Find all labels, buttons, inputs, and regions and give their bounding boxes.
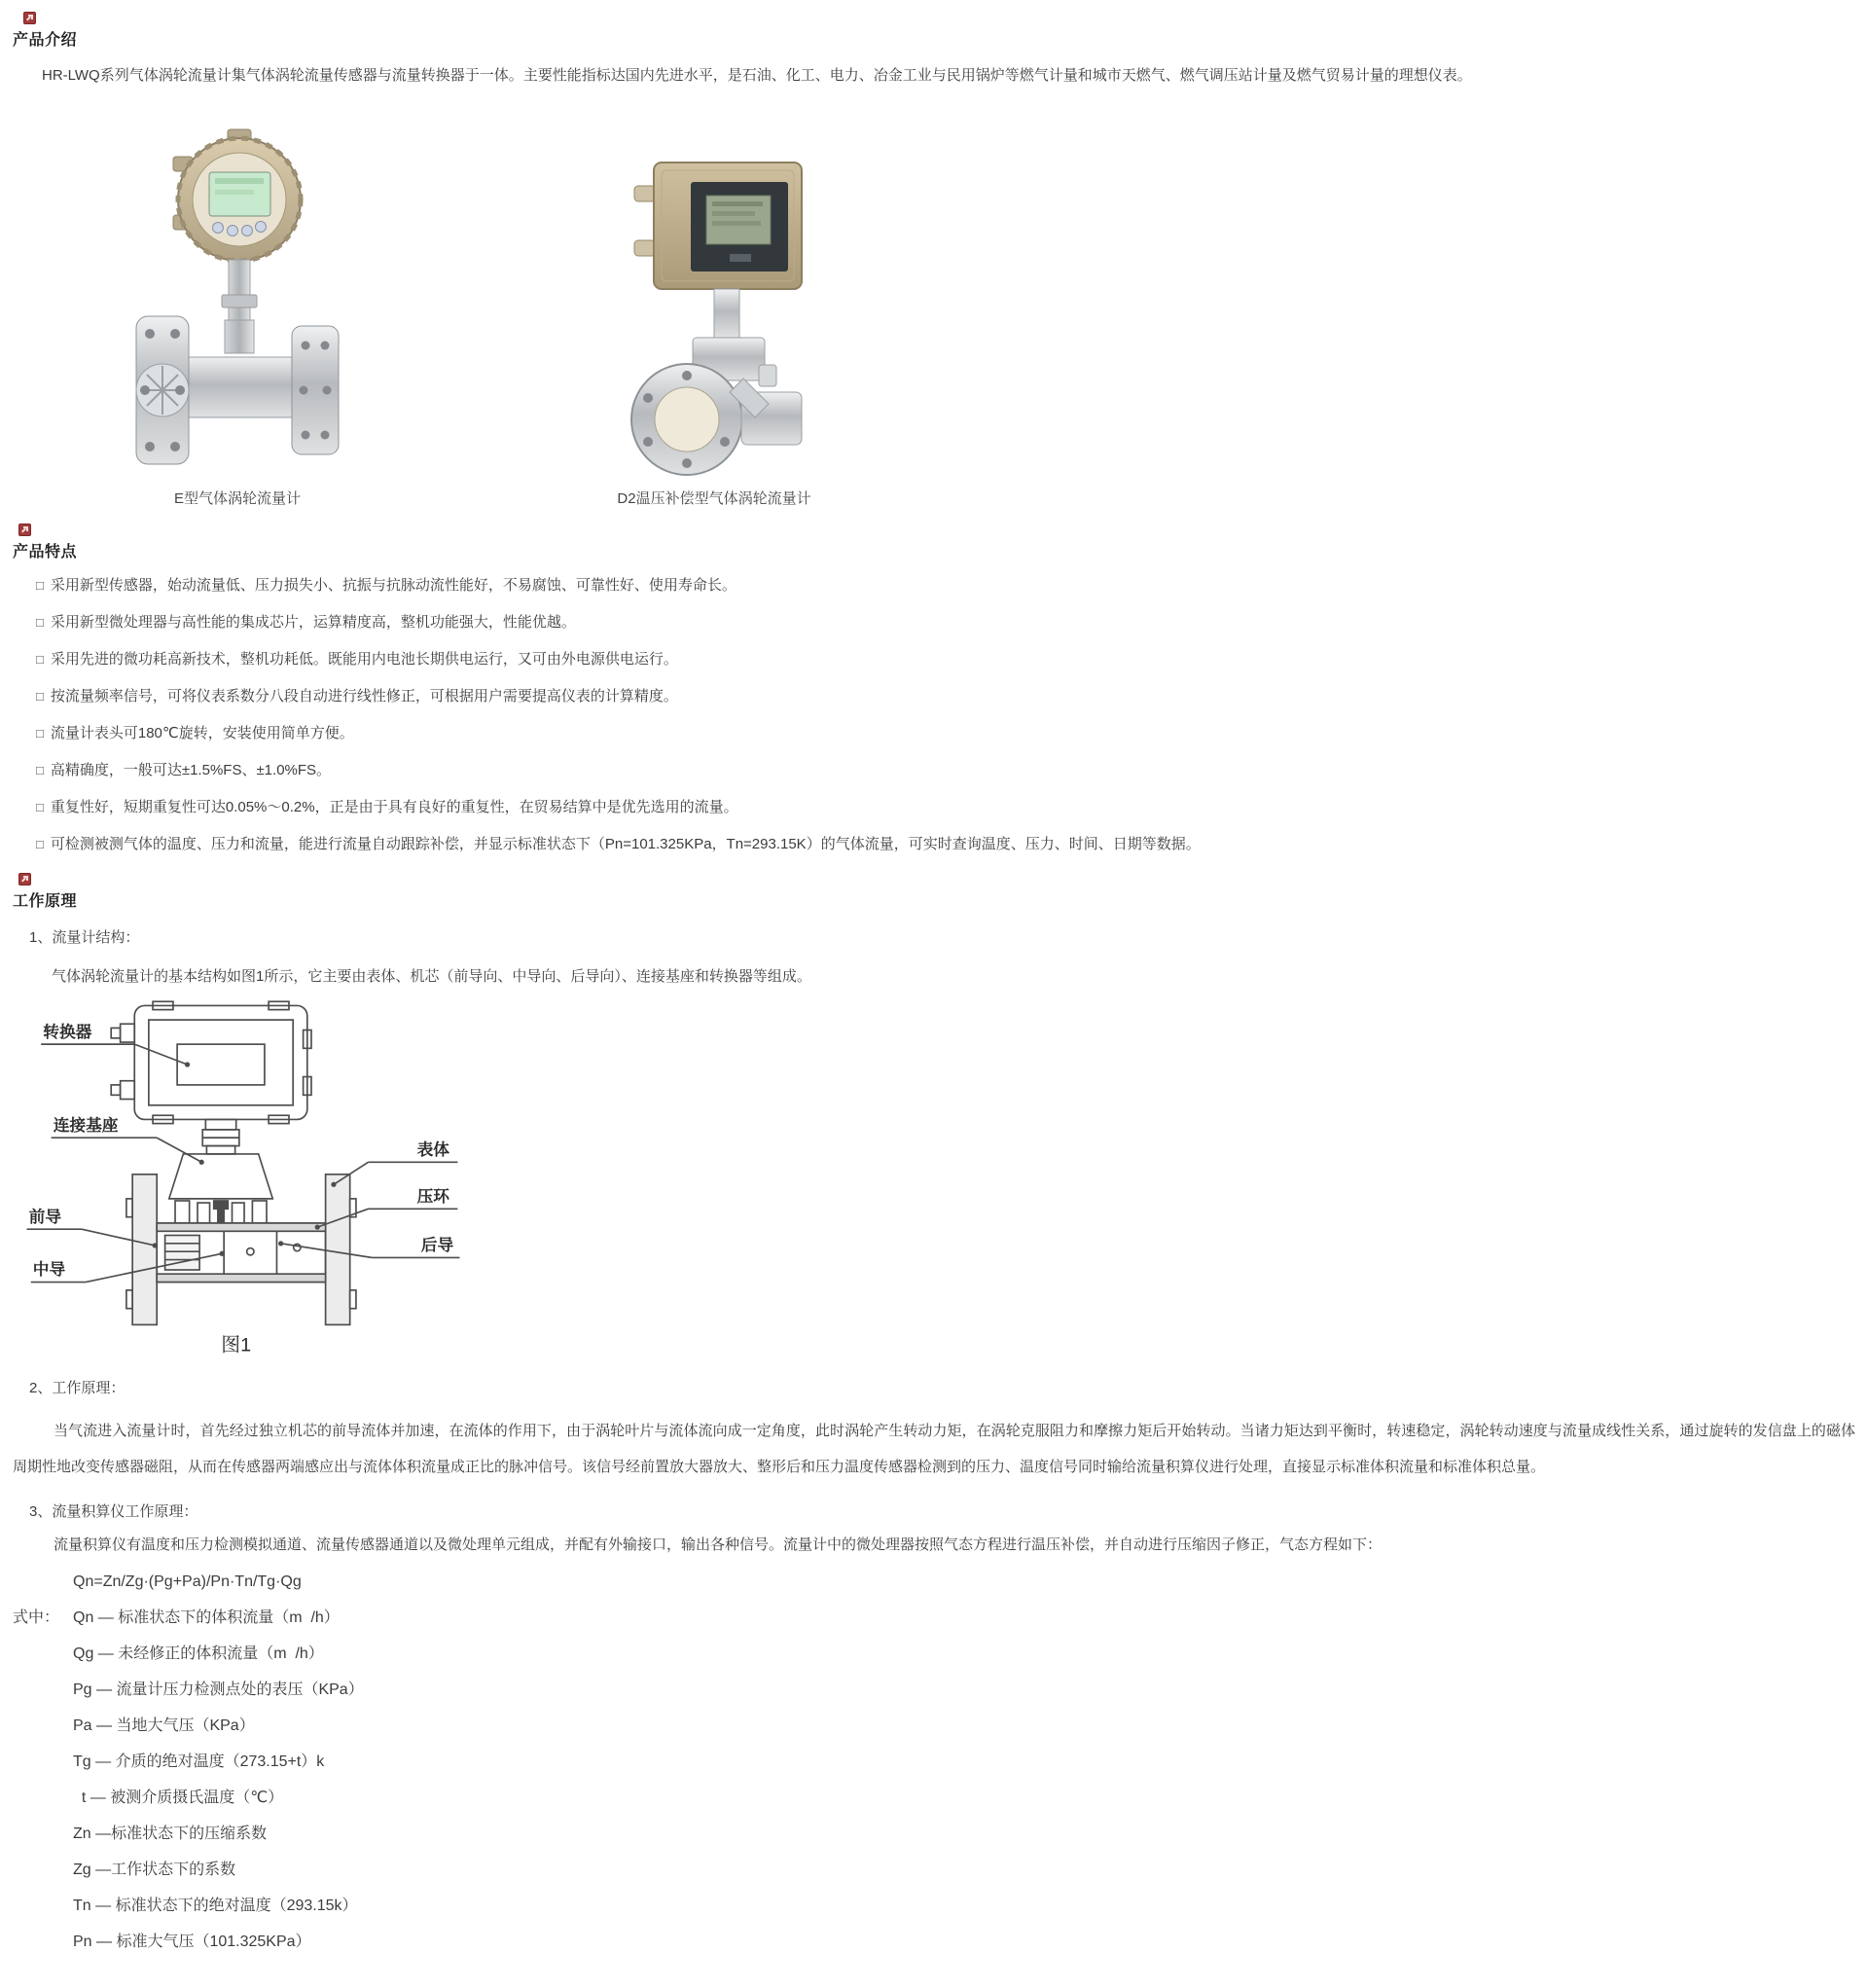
definition-row [13, 1605, 1854, 1627]
figure-e-type [116, 114, 359, 508]
diagram-label-front: 前导 [28, 1207, 62, 1226]
feature-text: 采用先进的微功耗高新技术，整机功耗低。既能用内电池长期供电运行，又可由外电源供电运行。 [50, 651, 678, 668]
definition-lead [13, 1641, 73, 1663]
feature-text: 按流量频率信号，可将仪表系数分八段自动进行线性修正，可根据用户需要提高仪表的计算精度。 [50, 688, 678, 705]
square-bullet-icon: □ [36, 837, 44, 851]
diagram-label-converter: 转换器 [43, 1022, 92, 1041]
definition-body: Qg — 未经修正的体积流量（m /h） [73, 1645, 324, 1662]
diagram-label-body: 表体 [416, 1139, 450, 1159]
definition-body: Pg — 流量计压力检测点处的表压（KPa） [73, 1681, 364, 1698]
definition-body: t — 被测介质摄氏温度（℃） [73, 1789, 284, 1806]
definition-row [13, 1857, 1854, 1879]
working-text: 当气流进入流量计时，首先经过独立机芯的前导流体并加速，在流体的作用下，由于涡轮叶片与流体流向成一定角度，此时涡轮产生转动力矩，在涡轮克服阻力和摩擦力矩后开始转动。当诸力矩达到平衡时，转速稳定，涡轮转动速度与流量成线性关系，通过旋转的发信盘上的磁体周期性地改变传感器磁阻，从而在传感器两端感应出与流体体积流量成正比的脉冲信号。该信号经前置放大器放大、整形后和压力温度传感器检测到的压力、温度信号同时输给流量积算仪进行处理，直接显示标准体积流量和标准体积总量。 [13, 1423, 1855, 1475]
diagram-label-base: 连接基座 [53, 1115, 119, 1135]
feature-item [36, 688, 1854, 705]
definition-row [13, 1821, 1854, 1843]
definition-lead: 式中： [13, 1609, 60, 1626]
definition-lead [13, 1749, 73, 1771]
definition-lead [13, 1713, 73, 1735]
principle-heading: 工作原理 [13, 893, 78, 910]
section-marker-icon [18, 524, 31, 536]
working-title: 2、工作原理： [29, 1380, 126, 1396]
structure-title: 1、流量计结构： [29, 929, 140, 946]
structure-text: 气体涡轮流量计的基本结构如图1所示，它主要由表体、机芯（前导向、中导向、后导向）、连接基座和转换器等组成。 [52, 968, 811, 985]
definition-row [13, 1677, 1854, 1699]
calculator-title: 3、流量积算仪工作原理： [29, 1503, 198, 1520]
feature-text: 流量计表头可180℃旋转，安装使用简单方便。 [50, 725, 354, 741]
definition-row [13, 1713, 1854, 1735]
definition-row [13, 1929, 1854, 1951]
definition-body: Zn —标准状态下的压缩系数 [73, 1825, 268, 1842]
definition-lead [13, 1857, 73, 1879]
figure1-diagram [15, 999, 472, 1361]
definition-lead [13, 1677, 73, 1699]
definition-lead [13, 1929, 73, 1951]
calculator-text: 流量积算仪有温度和压力检测模拟通道、流量传感器通道以及微处理单元组成，并配有外输接口，输出各种信号。流量计中的微处理器按照气态方程进行温压补偿，并自动进行压缩因子修正，气态方程如下： [54, 1536, 1383, 1553]
figure1-caption: 图1 [221, 1334, 252, 1356]
definition-lead [13, 1821, 73, 1843]
product-photos-row [13, 114, 1854, 508]
section-marker-icon [23, 12, 36, 24]
feature-item [36, 799, 1854, 815]
feature-text: 重复性好，短期重复性可达0.05%～0.2%，正是由于具有良好的重复性，在贸易结算中是优先选用的流量。 [50, 799, 738, 815]
feature-list [13, 577, 1854, 852]
caption-e-type: E型气体涡轮流量计 [173, 490, 301, 507]
definition-row [13, 1785, 1854, 1807]
definition-body: Tn — 标准状态下的绝对温度（293.15k） [73, 1898, 358, 1914]
diagram-label-ring: 压环 [416, 1187, 450, 1207]
definition-body: Tg — 介质的绝对温度（273.15+t）k [73, 1753, 325, 1770]
definition-row [13, 1749, 1854, 1771]
intro-heading: 产品介绍 [13, 32, 78, 49]
features-heading: 产品特点 [13, 544, 78, 560]
feature-item [36, 614, 1854, 631]
definition-body: Zg —工作状态下的系数 [73, 1861, 236, 1878]
diagram-label-rear: 后导 [420, 1236, 454, 1255]
feature-item [36, 762, 1854, 778]
square-bullet-icon: □ [36, 615, 44, 630]
feature-text: 采用新型传感器，始动流量低、压力损失小、抗振与抗脉动流性能好，不易腐蚀、可靠性好、使用寿命长。 [50, 577, 736, 594]
square-bullet-icon: □ [36, 726, 44, 741]
diagram-label-middle: 中导 [32, 1260, 66, 1280]
feature-text: 可检测被测气体的温度、压力和流量，能进行流量自动跟踪补偿，并显示标准状态下（Pn=101.325KPa，Tn=293.15K）的气体流量，可实时查询温度、压力、时间、日期等数据。 [50, 836, 1201, 852]
definition-row [13, 1893, 1854, 1915]
section-marker-icon [18, 873, 31, 886]
square-bullet-icon: □ [36, 689, 44, 704]
definition-lead [13, 1785, 73, 1807]
definition-lead [13, 1893, 73, 1915]
feature-item [36, 836, 1854, 852]
square-bullet-icon: □ [36, 800, 44, 814]
square-bullet-icon: □ [36, 652, 44, 667]
feature-item [36, 651, 1854, 668]
feature-item [36, 577, 1854, 594]
definition-body: Pa — 当地大气压（KPa） [73, 1717, 255, 1734]
gas-state-formula: Qn=Zn/Zg·(Pg+Pa)/Pn·Tn/Tg·Qg [73, 1573, 302, 1590]
definition-body: Qn — 标准状态下的体积流量（m /h） [73, 1609, 340, 1626]
symbol-definitions [13, 1605, 1854, 1951]
intro-paragraph: HR-LWQ系列气体涡轮流量计集气体涡轮流量传感器与流量转换器于一体。主要性能指标达国内先进水平，是石油、化工、电力、冶金工业与民用锅炉等燃气计量和城市天燃气、燃气调压站计量及燃气贸易计量的理想仪表。 [42, 67, 1472, 84]
feature-item [36, 725, 1854, 741]
square-bullet-icon: □ [36, 763, 44, 777]
figure-d2-type [593, 135, 836, 508]
definition-body: Pn — 标准大气压（101.325KPa） [73, 1934, 311, 1950]
product-photo-d2-type [593, 135, 836, 476]
square-bullet-icon: □ [36, 578, 44, 593]
definition-row [13, 1641, 1854, 1663]
feature-text: 采用新型微处理器与高性能的集成芯片，运算精度高，整机功能强大，性能优越。 [50, 614, 576, 631]
product-photo-e-type [116, 114, 359, 476]
caption-d2-type: D2温压补偿型气体涡轮流量计 [617, 490, 811, 507]
feature-text: 高精确度，一般可达±1.5%FS、±1.0%FS。 [50, 762, 332, 778]
